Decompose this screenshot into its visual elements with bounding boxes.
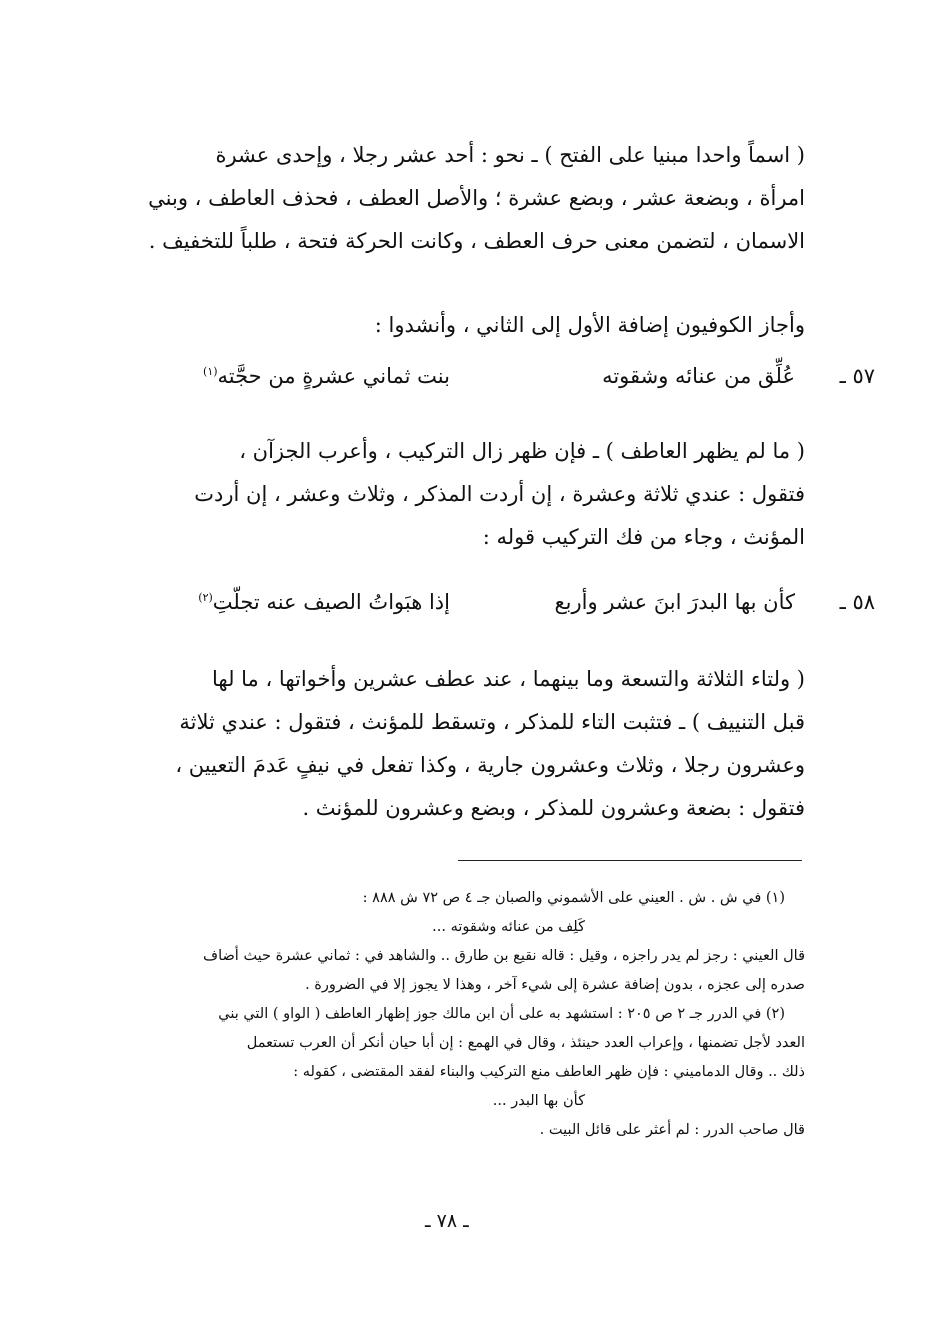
footnotes: [115, 884, 805, 1145]
hemistich-text: بنت ثماني عشرةٍ من حجَّته: [217, 364, 450, 388]
footnote-1-line: (١) في ش . ش . العيني على الأشموني والصبان جـ ٤ ص ٧٢ ش ٨٨٨ :: [362, 890, 785, 906]
footnote-divider: [458, 860, 802, 861]
verse-58: [60, 584, 875, 624]
footnote-2-line: قال صاحب الدرر : لم أعثر على قائل البيت .: [539, 1122, 805, 1138]
text-line: المؤنث ، وجاء من فك التركيب قوله :: [482, 525, 805, 549]
footnote-2-line: ذلك .. وقال الدماميني : فإن ظهر العاطف منع التركيب والبناء لفقد المقتضى ، كقوله :: [293, 1064, 805, 1080]
text-line: قبل التنييف ) ـ فتثبت التاء للمذكر ، وتسقط للمؤنث ، فتقول : عندي ثلاثة: [179, 710, 805, 734]
footnote-2-line: العدد لأجل تضمنها ، وإعراب العدد حينئذ ، وقال في الهمع : إن أبا حيان أنكر أن العرب تستعمل: [246, 1035, 805, 1051]
paragraph-visible-conjunction: [115, 430, 805, 559]
verse-57: [60, 358, 875, 398]
paragraph-numbers-compound: [115, 134, 805, 263]
verse-number: ٥٨ ـ: [839, 590, 875, 614]
text-line: ( ولتاء الثلاثة والتسعة وما بينهما ، عند عطف عشرين وأخواتها ، ما لها: [212, 667, 805, 691]
text-line: فتقول : بضعة وعشرون للمذكر ، وبضع وعشرون للمؤنث .: [302, 796, 805, 820]
text-line: الاسمان ، لتضمن معنى حرف العطف ، وكانت الحركة فتحة ، طلباً للتخفيف .: [148, 229, 805, 253]
footnote-1-line: كَلِف من عنائه وشقوته ...: [432, 919, 585, 935]
text-line: ( ما لم يظهر العاطف ) ـ فإن ظهر زال التركيب ، وأعرب الجزآن ،: [239, 439, 805, 463]
paragraph-taa-rule: [115, 658, 805, 830]
verse-hemistich-first: كأن بها البدرَ ابنَ عشر وأربع: [554, 590, 795, 614]
footnote-1-line: قال العيني : رجز لم يدر راجزه ، وقيل : قاله نقيع بن طارق .. والشاهد في : ثماني عشرة حيث أضاف: [203, 948, 805, 964]
text-line: امرأة ، وبضعة عشر ، وبضع عشرة ؛ والأصل العطف ، فحذف العاطف ، وبني: [148, 186, 805, 210]
paragraph-kufan-view: [115, 304, 805, 347]
text-line: وأجاز الكوفيون إضافة الأول إلى الثاني ، وأنشدوا :: [374, 313, 805, 337]
footnote-2-line: (٢) في الدرر جـ ٢ ص ٢٠٥ : استشهد به على أن ابن مالك جوز إظهار العاطف ( الواو ) التي بني: [218, 1006, 785, 1022]
verse-hemistich-first: عُلِّق من عنائه وشقوته: [602, 364, 795, 388]
footnote-1-line: صدره إلى عجزه ، بدون إضافة عشرة إلى شيء آخر ، وهذا لا يجوز إلا في الضرورة .: [305, 977, 805, 993]
verse-hemistich-second: [198, 590, 450, 614]
verse-number: ٥٧ ـ: [839, 364, 875, 388]
text-line: فتقول : عندي ثلاثة وعشرة ، إن أردت المذكر ، وثلاث وعشر ، إن أردت: [194, 482, 805, 506]
verse-hemistich-second: [203, 364, 450, 388]
text-line: ( اسماً واحدا مبنيا على الفتح ) ـ نحو : أحد عشر رجلا ، وإحدى عشرة: [215, 143, 805, 167]
footnote-ref-1[interactable]: (١): [203, 365, 218, 378]
footnote-2-line: كأن بها البدر ...: [492, 1093, 585, 1109]
hemistich-text: إذا هبَواتُ الصيف عنه تجلّتِ: [212, 590, 450, 614]
text-line: وعشرون رجلا ، وثلاث وعشرون جارية ، وكذا تفعل في نيفٍ عَدمَ التعيين ،: [175, 753, 805, 777]
page-number: ـ ٧٨ ـ: [425, 1210, 469, 1232]
footnote-ref-2[interactable]: (٢): [198, 591, 213, 604]
